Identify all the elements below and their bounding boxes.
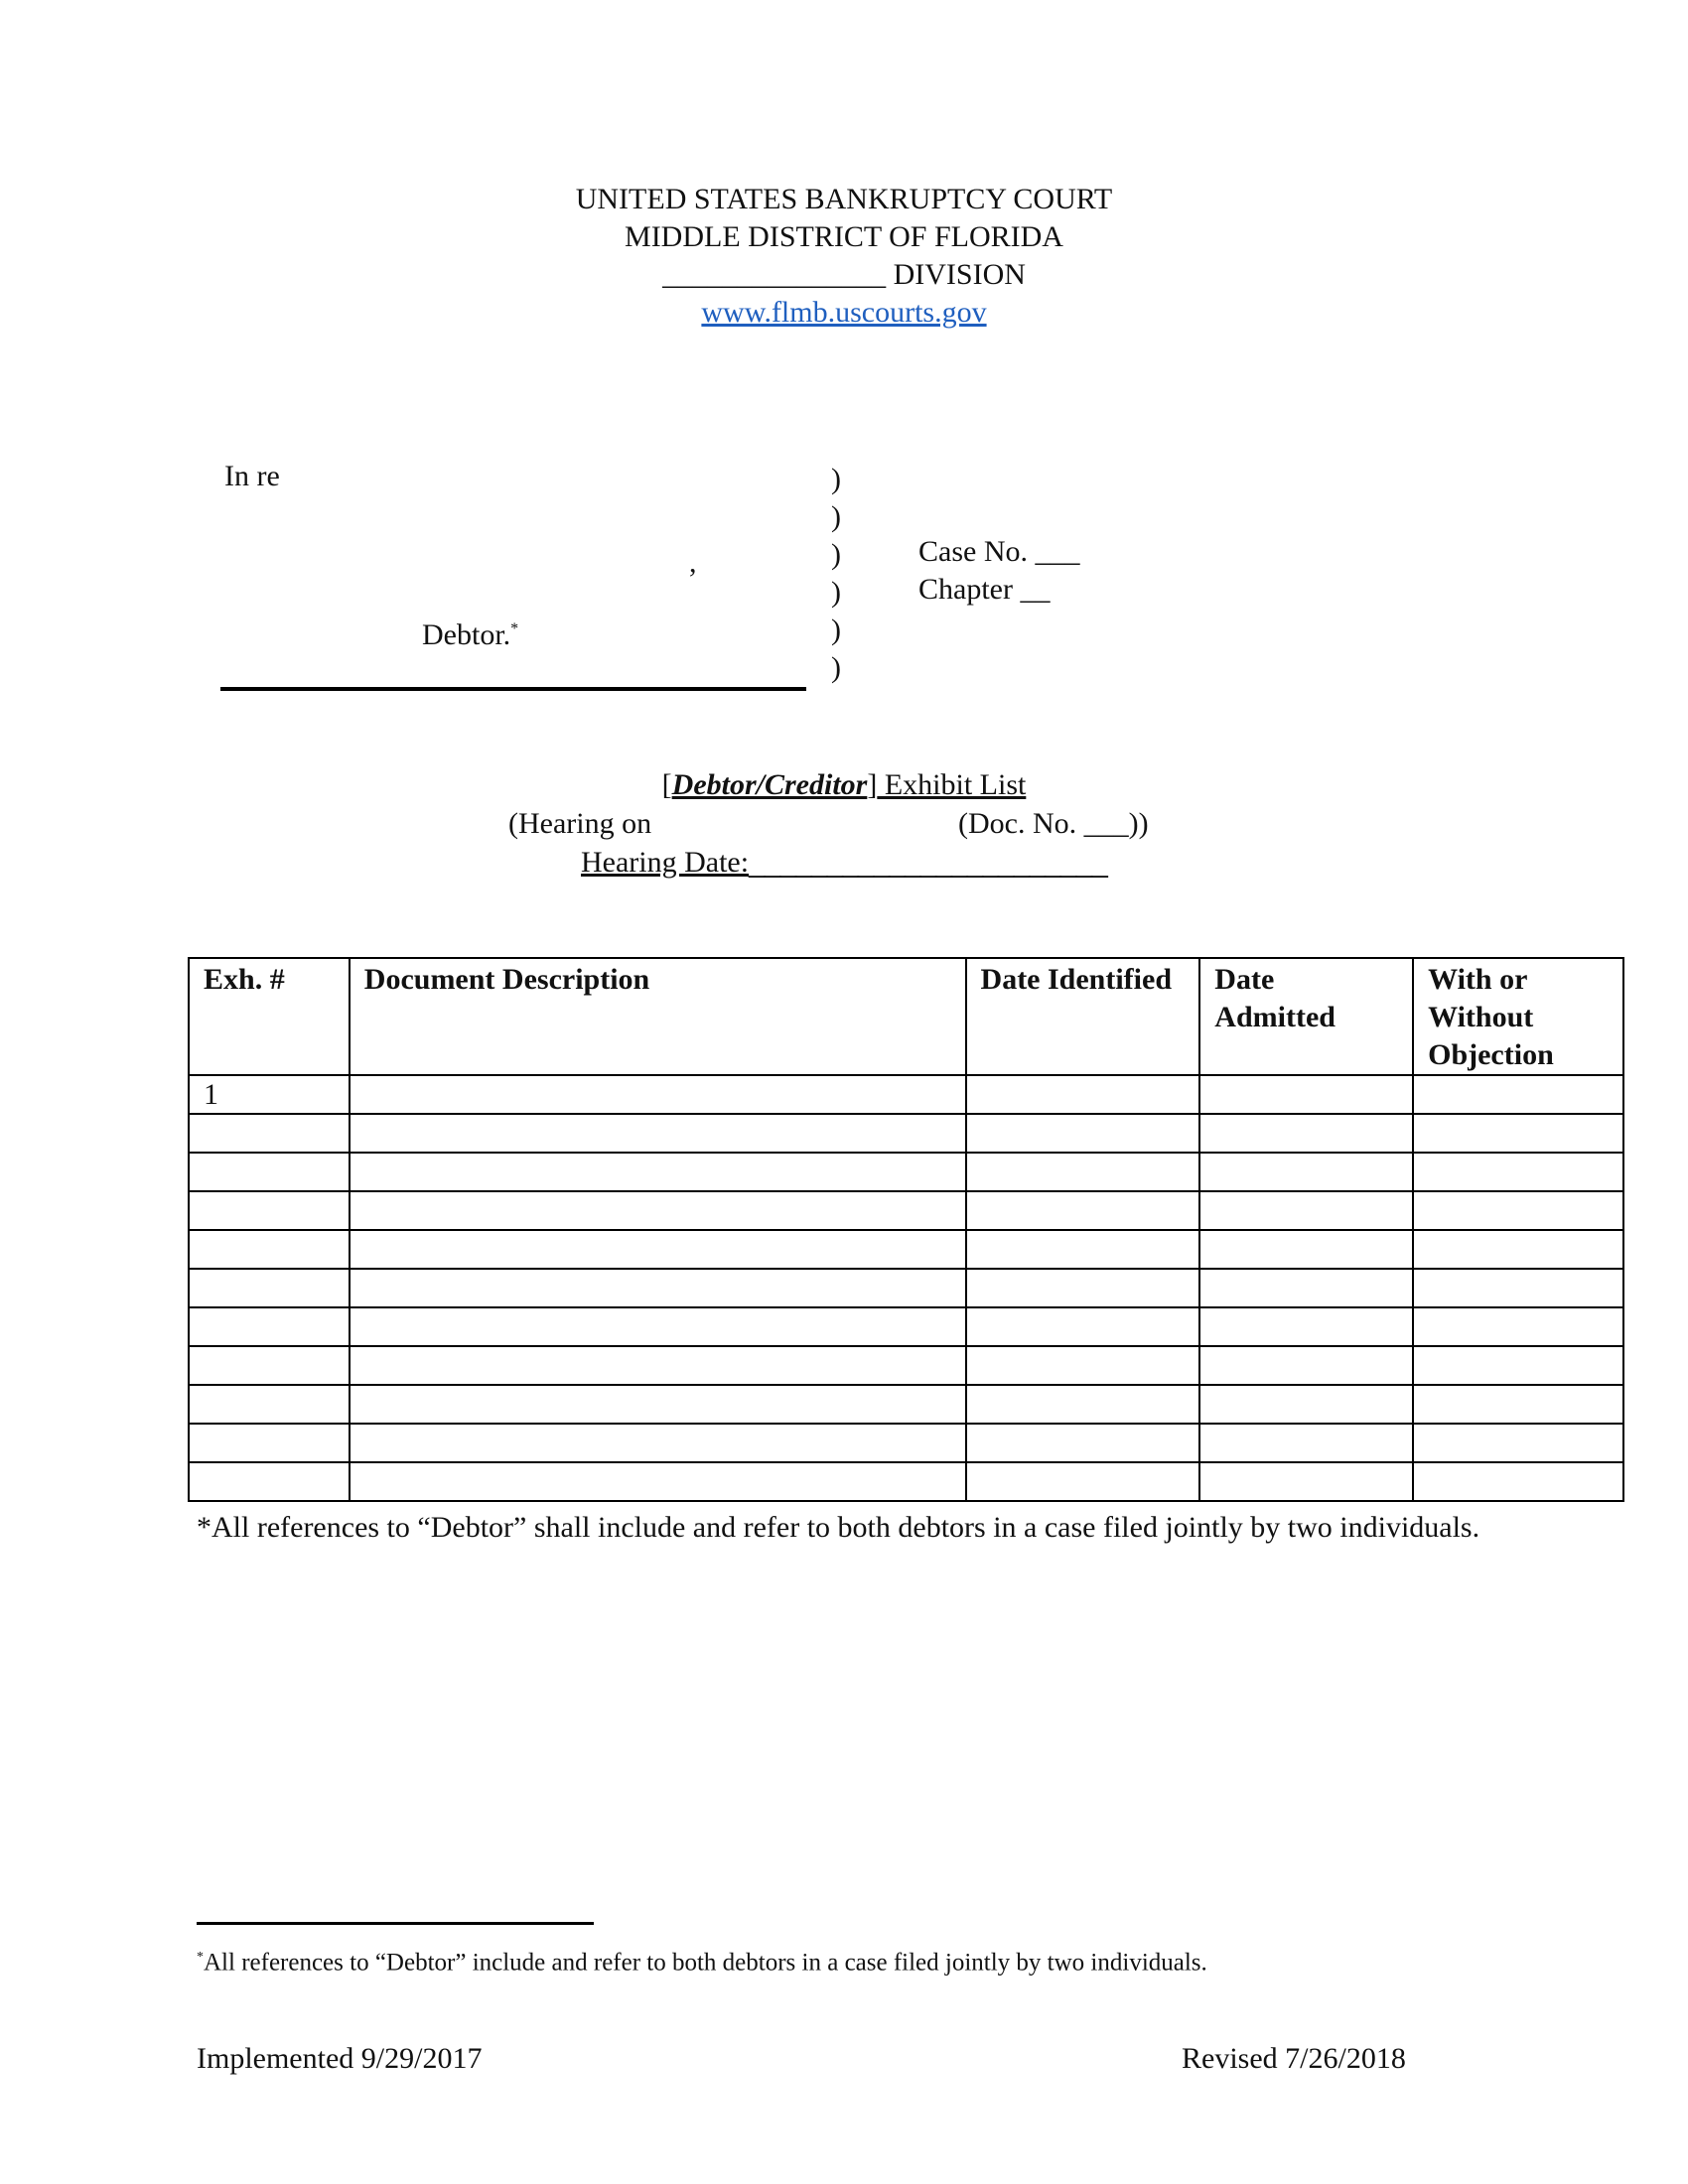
date-admitted-cell[interactable] xyxy=(1199,1346,1413,1385)
description-cell[interactable] xyxy=(350,1153,966,1191)
table-row xyxy=(189,1230,1623,1269)
date-admitted-cell[interactable] xyxy=(1199,1462,1413,1501)
table-row xyxy=(189,1153,1623,1191)
date-admitted-cell[interactable] xyxy=(1199,1307,1413,1346)
hearing-date-line xyxy=(581,844,1107,882)
footnote-separator xyxy=(197,1922,594,1925)
date-identified-cell[interactable] xyxy=(966,1191,1200,1230)
footnote-mark: * xyxy=(197,1950,204,1965)
table-row xyxy=(189,1462,1623,1501)
hearing-date-blank: _______________________ xyxy=(749,846,1107,879)
footnote xyxy=(197,1943,1487,1978)
description-cell[interactable] xyxy=(350,1191,966,1230)
doc-number: (Doc. No. ___)) xyxy=(958,807,1149,840)
objection-cell[interactable] xyxy=(1413,1346,1623,1385)
division-label: DIVISION xyxy=(893,258,1026,291)
caption-rule xyxy=(220,687,806,691)
website-line xyxy=(0,294,1688,332)
description-cell[interactable] xyxy=(350,1114,966,1153)
table-header-row xyxy=(189,958,1623,1075)
website-link[interactable]: www.flmb.uscourts.gov xyxy=(701,296,987,329)
case-number: Case No. ___ xyxy=(918,535,1080,568)
table-row xyxy=(189,1269,1623,1307)
objection-cell[interactable] xyxy=(1413,1385,1623,1424)
description-cell[interactable] xyxy=(350,1075,966,1114)
objection-cell[interactable] xyxy=(1413,1307,1623,1346)
table-row xyxy=(189,1424,1623,1462)
date-identified-cell[interactable] xyxy=(966,1230,1200,1269)
debtor-footnote-mark: * xyxy=(510,620,519,637)
objection-cell[interactable] xyxy=(1413,1269,1623,1307)
hearing-date-label: Hearing Date: xyxy=(581,846,750,879)
objection-cell[interactable] xyxy=(1413,1114,1623,1153)
description-cell[interactable] xyxy=(350,1269,966,1307)
exhibit-number-cell[interactable] xyxy=(189,1191,350,1230)
caption-paren: ) xyxy=(831,538,841,571)
in-re-label: In re xyxy=(224,460,280,492)
date-identified-cell[interactable] xyxy=(966,1462,1200,1501)
description-cell[interactable] xyxy=(350,1230,966,1269)
district-name: MIDDLE DISTRICT OF FLORIDA xyxy=(625,220,1063,253)
description-cell[interactable] xyxy=(350,1346,966,1385)
debtor-note: *All references to “Debtor” shall include and refer to both debtors in a case filed jointly by two individuals. xyxy=(197,1511,1480,1544)
caption-paren: ) xyxy=(831,576,841,609)
court-name: UNITED STATES BANKRUPTCY COURT xyxy=(575,183,1113,215)
col-header-objection: With or Without Objection xyxy=(1413,958,1623,1075)
caption-paren: ) xyxy=(831,500,841,533)
description-cell[interactable] xyxy=(350,1462,966,1501)
table-row xyxy=(189,1307,1623,1346)
debtor-label xyxy=(422,611,518,654)
title-bracket-open: [ xyxy=(661,768,672,801)
debtor-text: Debtor. xyxy=(422,618,511,651)
col-header-exhibit-number: Exh. # xyxy=(189,958,350,1075)
caption-paren: ) xyxy=(831,463,841,495)
exhibit-number-cell[interactable] xyxy=(189,1462,350,1501)
date-identified-cell[interactable] xyxy=(966,1075,1200,1114)
footnote-text: All references to “Debtor” include and refer to both debtors in a case filed jointly by two individuals. xyxy=(204,1949,1207,1977)
exhibit-number-cell[interactable] xyxy=(189,1424,350,1462)
description-cell[interactable] xyxy=(350,1424,966,1462)
exhibit-number-cell[interactable]: 1 xyxy=(189,1075,350,1114)
description-cell[interactable] xyxy=(350,1307,966,1346)
caption-paren: ) xyxy=(831,651,841,684)
exhibit-table xyxy=(188,957,1624,1502)
revised-date: Revised 7/26/2018 xyxy=(1182,2042,1406,2075)
exhibit-number-cell[interactable] xyxy=(189,1114,350,1153)
debtor-name-comma: , xyxy=(689,546,697,579)
exhibit-number-cell[interactable] xyxy=(189,1230,350,1269)
table-row xyxy=(189,1346,1623,1385)
date-admitted-cell[interactable] xyxy=(1199,1114,1413,1153)
title-party: Debtor/Creditor xyxy=(671,768,868,801)
exhibit-number-cell[interactable] xyxy=(189,1153,350,1191)
date-admitted-cell[interactable] xyxy=(1199,1075,1413,1114)
date-identified-cell[interactable] xyxy=(966,1424,1200,1462)
date-identified-cell[interactable] xyxy=(966,1385,1200,1424)
objection-cell[interactable] xyxy=(1413,1153,1623,1191)
table-row xyxy=(189,1114,1623,1153)
col-header-date-admitted: Date Admitted xyxy=(1199,958,1413,1075)
division-line xyxy=(0,256,1688,294)
exhibit-number-cell[interactable] xyxy=(189,1307,350,1346)
chapter-number: Chapter __ xyxy=(918,573,1051,606)
table-row xyxy=(189,1075,1623,1114)
objection-cell[interactable] xyxy=(1413,1230,1623,1269)
table-row xyxy=(189,1385,1623,1424)
date-identified-cell[interactable] xyxy=(966,1114,1200,1153)
date-admitted-cell[interactable] xyxy=(1199,1153,1413,1191)
date-identified-cell[interactable] xyxy=(966,1307,1200,1346)
exhibit-number-cell[interactable] xyxy=(189,1346,350,1385)
date-admitted-cell[interactable] xyxy=(1199,1385,1413,1424)
objection-cell[interactable] xyxy=(1413,1424,1623,1462)
date-admitted-cell[interactable] xyxy=(1199,1269,1413,1307)
col-header-document-description: Document Description xyxy=(350,958,966,1075)
caption-paren: ) xyxy=(831,614,841,646)
date-admitted-cell[interactable] xyxy=(1199,1191,1413,1230)
col-header-date-identified: Date Identified xyxy=(966,958,1200,1075)
hearing-on-label: (Hearing on xyxy=(508,807,652,840)
implemented-date: Implemented 9/29/2017 xyxy=(197,2042,483,2075)
title-exhibit-list: Exhibit List xyxy=(877,768,1027,801)
exhibit-number-cell[interactable] xyxy=(189,1385,350,1424)
exhibit-number-cell[interactable] xyxy=(189,1269,350,1307)
objection-cell[interactable] xyxy=(1413,1075,1623,1114)
date-identified-cell[interactable] xyxy=(966,1346,1200,1385)
date-identified-cell[interactable] xyxy=(966,1269,1200,1307)
date-admitted-cell[interactable] xyxy=(1199,1230,1413,1269)
title-bracket-close: ] xyxy=(867,768,878,801)
date-identified-cell[interactable] xyxy=(966,1153,1200,1191)
objection-cell[interactable] xyxy=(1413,1462,1623,1501)
date-admitted-cell[interactable] xyxy=(1199,1424,1413,1462)
table-row xyxy=(189,1191,1623,1230)
description-cell[interactable] xyxy=(350,1385,966,1424)
exhibit-list-title xyxy=(0,766,1688,804)
division-blank: _______________ xyxy=(662,258,887,291)
objection-cell[interactable] xyxy=(1413,1191,1623,1230)
